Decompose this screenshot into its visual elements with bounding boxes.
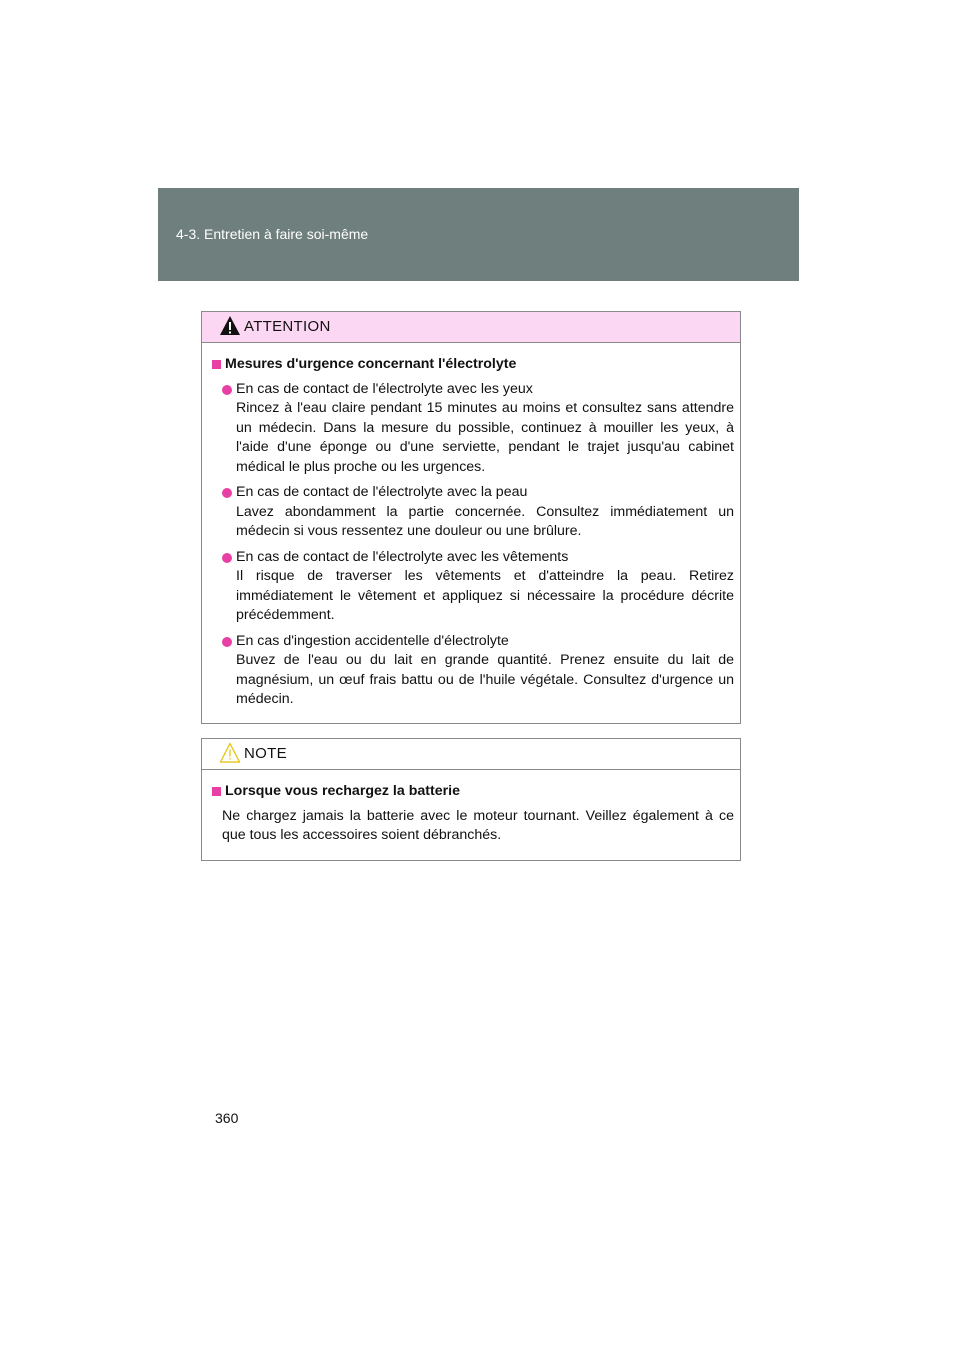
item-title: En cas de contact de l'électrolyte avec la peau [236, 484, 528, 500]
note-box [201, 738, 741, 861]
item-title: En cas de contact de l'électrolyte avec les vêtements [236, 548, 569, 565]
list-item [212, 632, 734, 710]
list-item [212, 483, 734, 542]
attention-title: ATTENTION [244, 318, 331, 335]
warning-outline-icon [219, 742, 241, 764]
note-header [202, 739, 740, 770]
square-bullet-icon [212, 360, 221, 369]
round-bullet-icon [222, 488, 232, 498]
note-section-heading [212, 782, 734, 802]
square-bullet-icon [212, 787, 221, 796]
round-bullet-icon [222, 385, 232, 395]
attention-header [202, 312, 740, 343]
header-band [158, 188, 799, 281]
attention-box [201, 311, 741, 724]
round-bullet-icon [222, 553, 232, 563]
item-text: Lavez abondamment la partie concernée. Consultez immédiatement un médecin si vous ressentez une douleur ou une brûlure. [236, 503, 734, 539]
note-title: NOTE [244, 745, 287, 762]
warning-icon [219, 315, 241, 337]
item-text: Buvez de l'eau ou du lait en grande quantité. Prenez ensuite du lait de magnésium, un œuf frais battu ou de l'huile végétale. Consultez d'urgence un médecin. [236, 652, 734, 707]
item-text: Il risque de traverser les vêtements et d'atteindre la peau. Retirez immédiatement le vêtement et appliquez si nécessaire la procédure décrite précédemment. [236, 568, 734, 623]
list-item [212, 380, 734, 478]
round-bullet-icon [222, 637, 232, 647]
item-title: En cas de contact de l'électrolyte avec les yeux [236, 380, 533, 397]
list-item [212, 548, 734, 626]
note-section-title: Lorsque vous rechargez la batterie [225, 783, 460, 799]
note-body [202, 770, 740, 858]
note-text: Ne chargez jamais la batterie avec le moteur tournant. Veillez également à ce que tous les accessoires soient débranchés. [222, 807, 734, 843]
attention-section-title: Mesures d'urgence concernant l'électrolyte [225, 356, 517, 372]
section-header: 4-3. Entretien à faire soi-même [176, 226, 369, 242]
item-text: Rincez à l'eau claire pendant 15 minutes au moins et consultez sans attendre un médecin. Dans la mesure du possible, continuez à mouiller les yeux, à l'aide d'une éponge ou d'une serviette, pendant le trajet jusqu'au cabinet médical le plus proche ou les urgences. [236, 400, 734, 475]
page-number: 360 [215, 1110, 239, 1126]
attention-section-heading [212, 355, 734, 375]
attention-body [202, 343, 740, 728]
item-title: En cas d'ingestion accidentelle d'électrolyte [236, 632, 509, 649]
